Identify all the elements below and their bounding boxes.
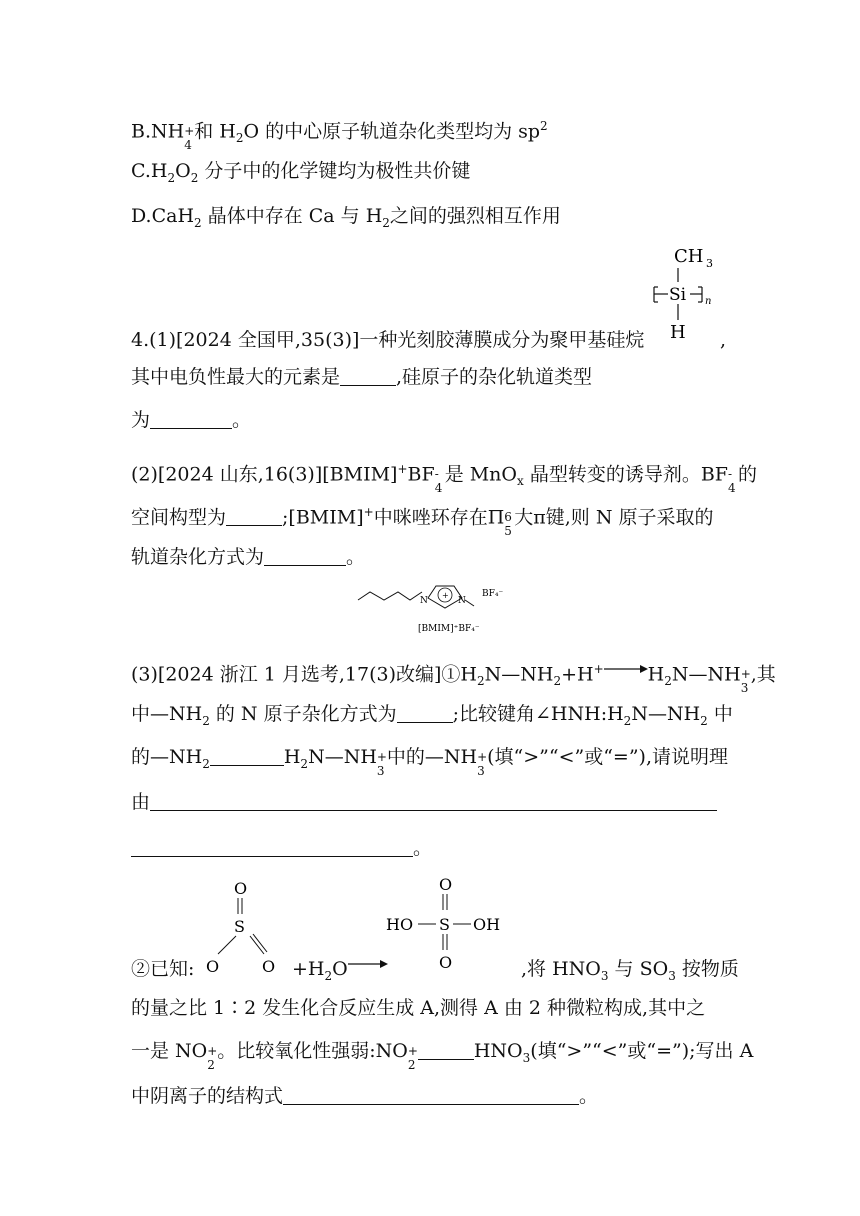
reaction-arrow <box>604 662 648 676</box>
svg-text:O: O <box>206 957 220 976</box>
polymethylsilane-structure <box>640 240 730 345</box>
svg-text:S: S <box>234 917 245 936</box>
q4-part1-comma: , <box>720 329 727 351</box>
svg-text:O: O <box>439 953 453 972</box>
option-b: B.NH + 4 和 $H_2O$ 的中心原子轨道杂化类型均为 $sp^2$ <box>131 119 548 153</box>
q4-part3-line5: 。 <box>131 834 432 862</box>
q4-part2-line2: 空间构型为 ;[BMIM]+中咪唑环存在Π 6 5 大π键,则 N 原子采取的 <box>131 505 714 539</box>
svg-text:[BMIM]⁺BF₄⁻: [BMIM]⁺BF₄⁻ <box>418 624 480 634</box>
svg-text:S: S <box>439 915 450 934</box>
answer-blank[interactable] <box>264 545 346 566</box>
answer-blank[interactable] <box>150 408 232 429</box>
q4-part3-line3: 的$—NH_2$ $H_2N—NH$ + 3 中的—NH + 3 (填“>”“<”或“=”),请说明理 <box>131 746 728 778</box>
svg-text:Si: Si <box>669 285 687 305</box>
answer-blank[interactable] <box>418 1039 474 1060</box>
answer-blank[interactable] <box>340 365 396 386</box>
svg-text:N: N <box>458 596 466 606</box>
svg-text:3: 3 <box>706 257 713 270</box>
svg-text:O: O <box>234 879 248 898</box>
svg-text:+: + <box>442 591 449 600</box>
svg-text:OH: OH <box>473 915 501 934</box>
svg-text:n: n <box>705 296 712 307</box>
q4-part3b-line1-left: ②已知: <box>131 958 195 980</box>
svg-text:O: O <box>439 875 453 894</box>
q4-part1-line2: 其中电负性最大的元素是 ,硅原子的杂化轨道类型 <box>131 366 593 388</box>
option-d: D.CaH$_2$ 晶体中存在 Ca 与 $H_2$之间的强烈相互作用 <box>131 205 561 230</box>
answer-blank[interactable] <box>397 702 453 723</box>
answer-blank[interactable] <box>210 745 284 766</box>
svg-text:CH: CH <box>674 246 704 267</box>
reaction-arrow <box>348 957 388 971</box>
svg-text:H: H <box>670 322 686 343</box>
svg-text:O: O <box>262 957 276 976</box>
h2so4-structure <box>386 868 516 978</box>
q4-part1-line1: 4.(1)[2024 全国甲,35(3)]一种光刻胶薄膜成分为聚甲基硅烷 <box>131 329 645 351</box>
q4-part3-line1: (3)[2024 浙江 1 月选考,17(3)改编]$①H_2N—NH_2+H^+$ $H_2N—NH$ + 3 ,其 <box>131 662 776 696</box>
q4-part3b-line1-mid: $+H_2O$ <box>292 955 388 990</box>
q4-part2-line3: 轨道杂化方式为 。 <box>131 546 366 568</box>
q4-part3b-line3: 一是 NO + 2 。比较氧化性强弱:NO + 2 $HNO_3$(填“>”“<”或“=”);写出 A <box>131 1040 754 1072</box>
q4-part3b-line2: 的量之比 1∶2 发生化合反应生成 A,测得 A 由 2 种微粒构成,其中之 <box>131 997 706 1019</box>
svg-text:HO: HO <box>386 915 414 934</box>
q4-part3b-line1-right: ,将 $HNO_3$ 与 $SO_3$ 按物质 <box>521 958 739 983</box>
so3-structure <box>200 878 290 978</box>
bmim-bf4-structure <box>350 578 520 640</box>
answer-blank[interactable] <box>283 1084 579 1105</box>
q4-part3-line4: 由 <box>131 788 717 816</box>
q4-part1-line3: 为 。 <box>131 409 252 431</box>
answer-blank[interactable] <box>131 836 413 857</box>
answer-blank[interactable] <box>150 790 717 811</box>
option-c: $C.H_2O_2$ 分子中的化学键均为极性共价键 <box>131 160 471 185</box>
svg-text:N: N <box>420 596 428 606</box>
q4-part3b-line4: 中阴离子的结构式 。 <box>131 1085 599 1107</box>
svg-text:BF₄⁻: BF₄⁻ <box>482 589 504 599</box>
answer-blank[interactable] <box>226 505 282 526</box>
q4-part3-line2: 中$—NH_2$ 的 N 原子杂化方式为 ;比较键角$\angle HNH:H_2N—NH_2$ 中 <box>131 703 733 728</box>
q4-part2-line1: (2)[2024 山东,16(3)][BMIM]+BF - 4 是 MnO$_x$ 晶型转变的诱导剂。BF - 4 的 <box>131 462 757 496</box>
